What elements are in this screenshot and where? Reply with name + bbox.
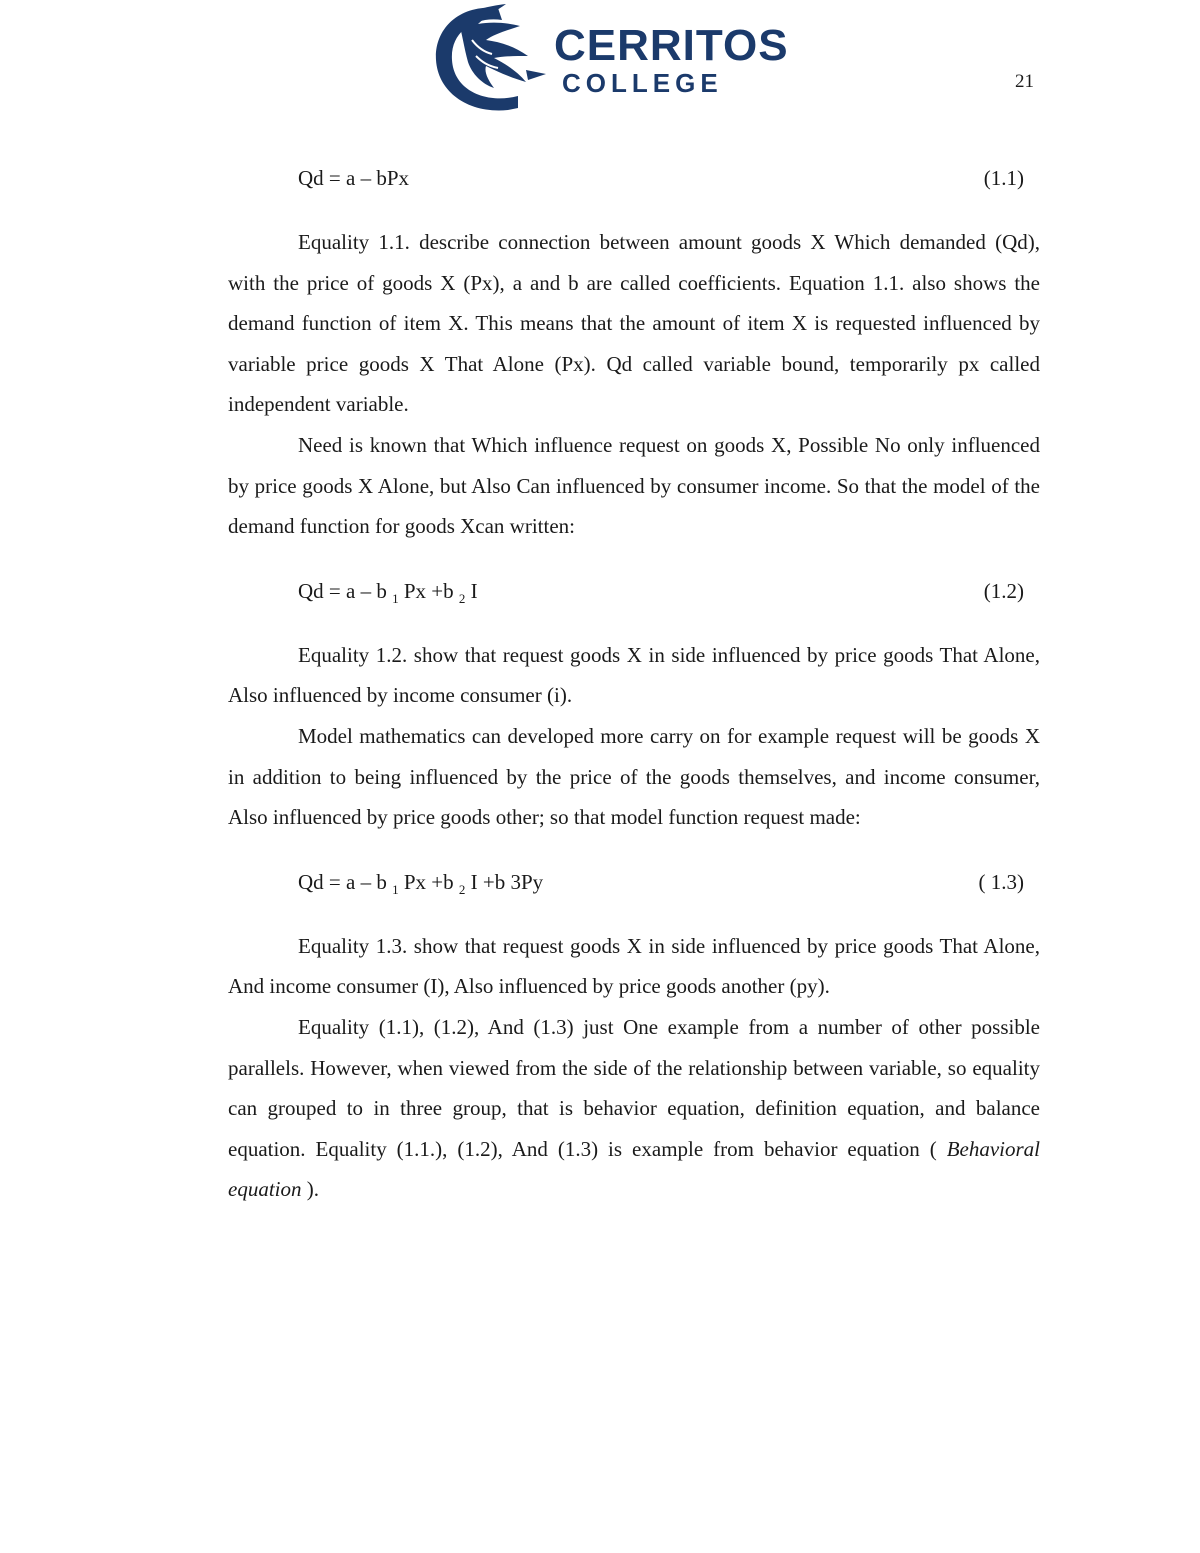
paragraph-5: Equality 1.3. show that request goods X in side influenced by price goods That Alone, And income consumer (I), Also influenced by price goods another (py).: [228, 933, 1040, 999]
equation-1-1: [228, 158, 1040, 198]
paragraph-6-italic-term: Behavioral equation: [228, 1136, 1040, 1202]
paragraph-2: Need is known that Which influence request on goods X, Possible No only influenced by price goods X Alone, but Also Can influenced by consumer income. So that the model of the demand function for goods Xcan written:: [228, 432, 1040, 539]
equation-rhs: I +b 3Py: [465, 869, 544, 894]
document-body: [228, 158, 1040, 1210]
equation-1-3: [228, 862, 1040, 902]
equation-subscript: 2: [458, 590, 466, 606]
equation-mid: Px +b: [398, 869, 459, 894]
paragraph-4: Model mathematics can developed more carry on for example request will be goods X in addition to being influenced by the price of the goods themselves, and income consumer, Also influenced by price goods other; so that model function request made:: [228, 723, 1040, 830]
logo-wordmark-college: COLLEGE: [562, 68, 723, 98]
equation-subscript: 2: [458, 881, 466, 897]
equation-text: Qd = a – bPx: [298, 166, 410, 190]
equation-lhs: Qd = a – b: [298, 869, 393, 894]
paragraph-1: Equality 1.1. describe connection between amount goods X Which demanded (Qd), with the price of goods X (Px), a and b are called coefficients. Equation 1.1. also shows the demand function of item X. This means that the amount of item X is requested influenced by variable price goods X That Alone (Px). Qd called variable bound, temporarily px called independent variable.: [228, 230, 1040, 417]
equation-number: ( 1.3): [978, 869, 1024, 894]
logo-wordmark-cerritos: CERRITOS: [554, 21, 789, 70]
college-logo: [428, 0, 788, 118]
equation-number: (1.1): [983, 166, 1024, 190]
equation-number: (1.2): [983, 578, 1024, 603]
equation-lhs: Qd = a – b: [298, 578, 393, 603]
paragraph-3: Equality 1.2. show that request goods X in side influenced by price goods That Alone, Also influenced by income consumer (i).: [228, 642, 1040, 708]
page-number: 21: [1015, 71, 1034, 92]
paragraph-6-text: Equality (1.1), (1.2), And (1.3) just One example from a number of other possible parallels. However, when viewed from the side of the relationship between variable, so equality can grouped to in three group, that is behavior equation, definition equation, and balance equation. Equality (1.1.), (1.2), And (1.3) is example from behavior equation (: [228, 1014, 1040, 1161]
equation-subscript: 1: [392, 590, 399, 606]
paragraph-6: [228, 1007, 1040, 1210]
equation-mid: Px +b: [398, 578, 459, 603]
equation-1-2: [228, 571, 1040, 611]
paragraph-6-end: ).: [301, 1177, 319, 1202]
equation-subscript: 1: [392, 881, 399, 897]
bird-emblem-icon: [428, 0, 552, 118]
equation-rhs: I: [465, 578, 478, 603]
